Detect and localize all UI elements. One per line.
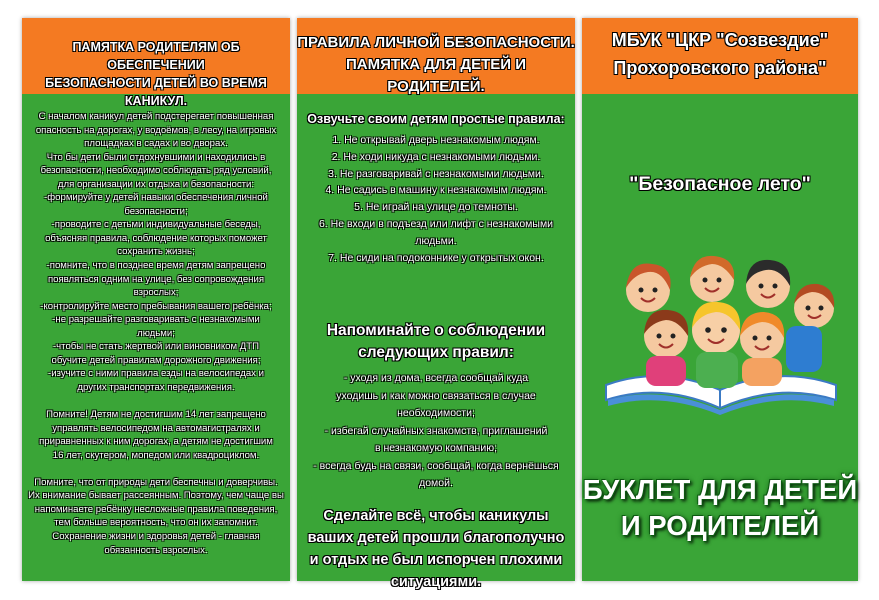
safety-rules-header: ПРАВИЛА ЛИЧНОЙ БЕЗОПАСНОСТИ. ПАМЯТКА ДЛЯ ДЕТЕЙ И РОДИТЕЛЕЙ. [297, 18, 575, 94]
closing-text: Сделайте всё, чтобы каникулы ваших детей прошли благополучно и отдых не был испорчен плохими ситуациями. [307, 508, 565, 590]
booklet-title: БУКЛЕТ ДЛЯ ДЕТЕЙ И РОДИТЕЛЕЙ [582, 474, 858, 541]
rules-intro: Озвучьте своим детям простые правила: [307, 112, 565, 126]
rules-list: 1. Не открывай дверь незнакомым людям. 2. Не ходи никуда с незнакомыми людьми. 3. Не разговаривай с незнакомыми людьми. 4. Не садись в машину к незнакомым людям. 5. Не играй на улице до темноты. 6. Не входи в подъезд или лифт с незнакомыми людьми. 7. Не сиди на подоконнике у открытых окон. [318, 134, 554, 264]
reminder-list: - уходя из дома, всегда сообщай куда уходишь и как можно связаться в случае необходимости; - избегай случайных знакомств, приглашений в незнакомую компанию; - всегда будь на связи, сообщай, когда вернёшься домой. [313, 372, 559, 489]
panel-parents-memo [22, 18, 290, 581]
parents-memo-body: С началом каникул детей подстерегает повышенная опасность на дорогах, у водоёмов, в лесу, на игровых площадках в садах и во дворах. Что бы дети были отдохнувшими и находились в безопасности, необходимо соблюдать ряд условий, для организации их отдыха и безопасности: -формируйте у детей навыки обеспечения личной безопасности; -проводите с детьми индивидуальные беседы, объясняя правила, соблюдение которых поможет сохранить жизнь; -помните, что в позднее время детям запрещено появляться одним на улице, без сопровождения взрослых; -контролируйте место пребывания вашего ребёнка; -не разрешайте разговаривать с незнакомыми людьми; -чтобы не стать жертвой или виновником ДТП обучите детей правилам дорожного движения; -изучите с ними правила езды на велосипедах и других транспортах передвижения. Помните! Детям не достигшим 14 лет запрещено управлять велосипедом на автомагистралях и приравненных к ним дорогах, а детям не достигшим 16 лет, скутером, мопедом или квадроциклом. Помните, что от природы дети беспечны и доверчивы. Их внимание бывает рассеянным. Поэтому, чем чаще вы напоминаете ребёнку несложные правила поведения, тем больше вероятность, что он их запомнит. Сохранение жизни и здоровья детей - главная обязанность взрослых. [28, 111, 284, 556]
event-title: "Безопасное лето" [629, 173, 811, 195]
organization-header: МБУК "ЦКР "Созвездие" Прохоровского района" [582, 18, 858, 94]
panel-safety-rules [297, 18, 575, 590]
children-reading-illustration [586, 250, 854, 415]
parents-memo-header: ПАМЯТКА РОДИТЕЛЯМ ОБ ОБЕСПЕЧЕНИИ БЕЗОПАСНОСТИ ДЕТЕЙ ВО ВРЕМЯ КАНИКУЛ. [22, 18, 290, 94]
reminder-title: Напоминайте о соблюдении следующих правил: [326, 322, 546, 361]
panel-cover [582, 18, 858, 581]
